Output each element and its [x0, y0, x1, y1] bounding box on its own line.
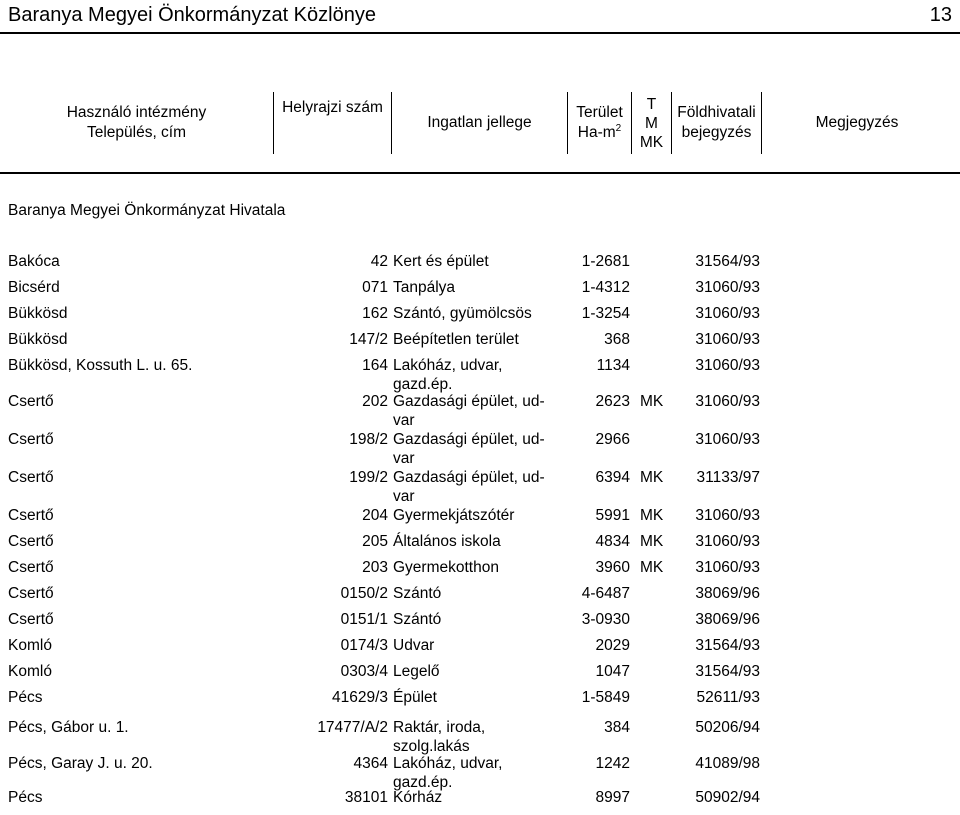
row-name: Csertő	[8, 431, 54, 448]
col-type: Ingatlan jellege	[392, 92, 568, 154]
row-name: Csertő	[8, 585, 54, 602]
row-hrsz: 4364	[353, 755, 388, 772]
col-hrsz: Helyrajzi szám	[274, 92, 392, 154]
row-type: Gazdasági épület, ud-var	[393, 393, 545, 429]
row-name: Csertő	[8, 611, 54, 628]
row-type: Épület	[393, 689, 437, 706]
row-type: Beépítetlen terület	[393, 331, 519, 348]
row-land-registry: 38069/96	[695, 585, 760, 602]
row-area: 6394	[595, 469, 630, 486]
row-hrsz: 0151/1	[340, 611, 388, 628]
row-type: Szántó, gyümölcsös	[393, 305, 532, 322]
row-name: Bükkösd	[8, 331, 68, 348]
row-area: 3960	[595, 559, 630, 576]
row-hrsz: 42	[370, 253, 388, 270]
row-hrsz: 202	[362, 393, 388, 410]
row-type: Szántó	[393, 611, 442, 628]
row-land-registry: 31060/93	[695, 559, 760, 576]
row-hrsz: 198/2	[349, 431, 388, 448]
row-type: Általános iskola	[393, 533, 501, 550]
row-mk: MK	[640, 533, 664, 550]
row-land-registry: 31564/93	[695, 637, 760, 654]
row-land-registry: 31060/93	[695, 431, 760, 448]
row-name: Bükkösd	[8, 305, 68, 322]
row-hrsz: 17477/A/2	[317, 719, 388, 736]
row-type: Gazdasági épület, ud-var	[393, 469, 545, 505]
section-title: Baranya Megyei Önkormányzat Hivatala	[8, 202, 286, 219]
row-area: 368	[604, 331, 630, 348]
row-area: 2029	[595, 637, 630, 654]
row-type: Udvar	[393, 637, 435, 654]
row-name: Csertő	[8, 469, 54, 486]
row-type: Lakóház, udvar, gazd.ép.	[393, 755, 503, 791]
row-land-registry: 31133/97	[696, 469, 760, 486]
row-hrsz: 0174/3	[340, 637, 388, 654]
table-header	[0, 92, 960, 154]
col-land-registry: Földhivatali bejegyzés	[672, 92, 762, 154]
row-land-registry: 31060/93	[695, 279, 760, 296]
row-area: 8997	[595, 789, 630, 806]
col-tmk: T M MK	[632, 92, 672, 154]
row-mk: MK	[640, 393, 664, 410]
row-area: 2623	[595, 393, 630, 410]
page-header	[0, 0, 960, 34]
row-land-registry: 31564/93	[695, 253, 760, 270]
row-name: Bükkösd, Kossuth L. u. 65.	[8, 357, 193, 374]
row-area: 4834	[595, 533, 630, 550]
row-land-registry: 50902/94	[695, 789, 760, 806]
row-name: Pécs	[8, 789, 43, 806]
row-hrsz: 0303/4	[340, 663, 388, 680]
row-type: Raktár, iroda, szolg.lakás	[393, 719, 486, 755]
row-hrsz: 071	[362, 279, 388, 296]
row-type: Kórház	[393, 789, 443, 806]
col-user: Használó intézmény Település, cím	[0, 92, 274, 154]
row-area: 1047	[595, 663, 630, 680]
row-land-registry: 31060/93	[695, 305, 760, 322]
row-name: Pécs	[8, 689, 43, 706]
row-name: Csertő	[8, 507, 54, 524]
row-name: Komló	[8, 663, 52, 680]
row-name: Komló	[8, 637, 52, 654]
row-land-registry: 31060/93	[695, 331, 760, 348]
row-area: 1-5849	[581, 689, 630, 706]
row-hrsz: 205	[362, 533, 388, 550]
row-hrsz: 164	[362, 357, 388, 374]
row-hrsz: 38101	[344, 789, 388, 806]
page-number: 13	[929, 4, 952, 26]
row-area: 5991	[595, 507, 630, 524]
row-name: Pécs, Gábor u. 1.	[8, 719, 129, 736]
row-land-registry: 31564/93	[695, 663, 760, 680]
row-name: Bicsérd	[8, 279, 60, 296]
row-type: Gyermekjátszótér	[393, 507, 515, 524]
row-land-registry: 38069/96	[695, 611, 760, 628]
row-area: 4-6487	[581, 585, 630, 602]
row-land-registry: 52611/93	[696, 689, 760, 706]
row-hrsz: 203	[362, 559, 388, 576]
col-area: Terület $Ha-m^2$	[568, 92, 632, 154]
row-name: Bakóca	[8, 253, 60, 270]
row-area: 1-4312	[581, 279, 630, 296]
row-land-registry: 31060/93	[695, 357, 760, 374]
row-mk: MK	[640, 559, 664, 576]
row-type: Lakóház, udvar, gazd.ép.	[393, 357, 503, 393]
row-land-registry: 41089/98	[695, 755, 760, 772]
row-name: Csertő	[8, 533, 54, 550]
row-mk: MK	[640, 469, 664, 486]
row-land-registry: 31060/93	[695, 533, 760, 550]
row-area: 3-0930	[581, 611, 630, 628]
row-land-registry: 31060/93	[695, 507, 760, 524]
row-type: Gyermekotthon	[393, 559, 499, 576]
row-hrsz: 147/2	[349, 331, 388, 348]
col-note: Megjegyzés	[815, 114, 899, 131]
row-hrsz: 199/2	[349, 469, 388, 486]
row-area: 1134	[596, 357, 630, 374]
row-type: Legelő	[393, 663, 440, 680]
row-type: Gazdasági épület, ud-var	[393, 431, 545, 467]
publication-title: Baranya Megyei Önkormányzat Közlönye	[8, 4, 376, 26]
row-hrsz: 0150/2	[340, 585, 388, 602]
row-area: 1-3254	[581, 305, 630, 322]
row-type: Kert és épület	[393, 253, 489, 270]
row-land-registry: 31060/93	[695, 393, 760, 410]
row-type: Tanpálya	[393, 279, 456, 296]
row-hrsz: 41629/3	[331, 689, 388, 706]
row-type: Szántó	[393, 585, 442, 602]
row-area: 1242	[595, 755, 630, 772]
row-name: Pécs, Garay J. u. 20.	[8, 755, 153, 772]
row-mk: MK	[640, 507, 664, 524]
row-area: 1-2681	[581, 253, 630, 270]
row-area: 2966	[595, 431, 630, 448]
row-hrsz: 204	[362, 507, 388, 524]
row-area: 384	[604, 719, 630, 736]
row-hrsz: 162	[362, 305, 388, 322]
row-name: Csertő	[8, 559, 54, 576]
row-name: Csertő	[8, 393, 54, 410]
header-divider	[0, 172, 960, 174]
row-land-registry: 50206/94	[695, 719, 760, 736]
